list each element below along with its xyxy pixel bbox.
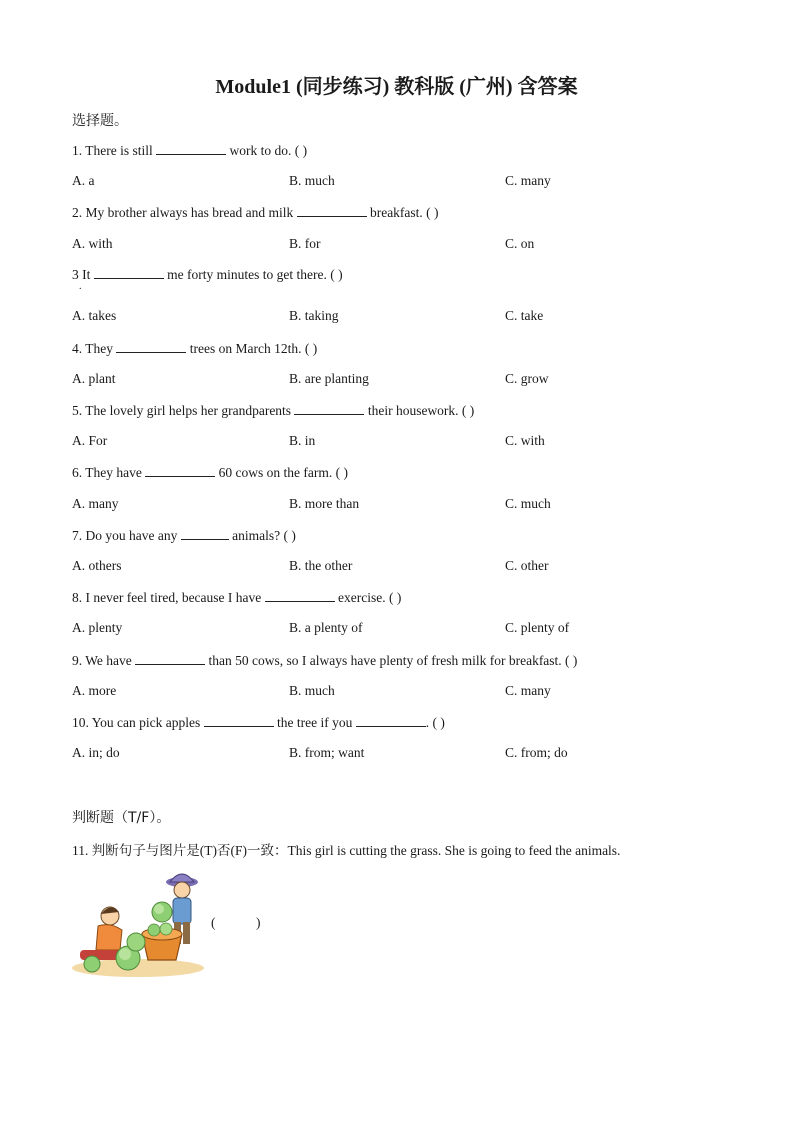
question-7: 7. Do you have any animals? ( )	[72, 528, 296, 543]
option-b: B. much	[289, 683, 335, 698]
option-c: C. with	[505, 433, 545, 448]
option-c: C. on	[505, 236, 535, 251]
option-a: A. more	[72, 683, 117, 698]
question-1: 1. There is still work to do. ( )	[72, 143, 308, 158]
option-c: C. other	[505, 558, 549, 573]
answer-blank[interactable]	[116, 340, 186, 353]
answer-blank[interactable]	[297, 204, 367, 217]
answer-blank[interactable]	[265, 589, 335, 602]
option-b: B. a plenty of	[289, 620, 363, 635]
answer-blank[interactable]	[204, 714, 274, 727]
option-b: B. more than	[289, 496, 360, 511]
option-a: A. in; do	[72, 745, 120, 760]
question-10: 10. You can pick apples the tree if you . ( )	[72, 715, 445, 730]
option-a: A. For	[72, 433, 108, 448]
question-5: 5. The lovely girl helps her grandparents their housework. ( )	[72, 403, 475, 418]
answer-blank[interactable]	[135, 652, 205, 665]
option-a: A. with	[72, 236, 113, 251]
option-c: C. many	[505, 683, 551, 698]
option-b: B. from; want	[289, 745, 365, 760]
answer-blank[interactable]	[294, 402, 364, 415]
question-11: 11. 判断句子与图片是(T)否(F)一致：This girl is cutting the grass. She is going to feed the animals.	[72, 843, 621, 858]
answer-parentheses[interactable]: ( )	[211, 915, 261, 930]
question-6: 6. They have 60 cows on the farm. ( )	[72, 465, 348, 480]
option-c: C. plenty of	[505, 620, 570, 635]
answer-blank[interactable]	[156, 142, 226, 155]
farm-harvest-illustration	[70, 868, 205, 978]
question-4: 4. They trees on March 12th. ( )	[72, 341, 318, 356]
option-a: A. plenty	[72, 620, 123, 635]
option-a: A. plant	[72, 371, 116, 386]
option-c: C. much	[505, 496, 551, 511]
option-c: C. many	[505, 173, 551, 188]
option-c: C. take	[505, 308, 544, 323]
answer-blank[interactable]	[181, 527, 229, 540]
question-9: 9. We have than 50 cows, so I always have plenty of fresh milk for breakfast. ( )	[72, 653, 578, 668]
option-a: A. takes	[72, 308, 117, 323]
option-a: A. a	[72, 173, 95, 188]
question-8: 8. I never feel tired, because I have exercise. ( )	[72, 590, 402, 605]
option-a: A. many	[72, 496, 119, 511]
option-c: C. grow	[505, 371, 549, 386]
option-b: B. much	[289, 173, 335, 188]
stray-dot: .	[79, 281, 82, 292]
question-2: 2. My brother always has bread and milk breakfast. ( )	[72, 205, 439, 220]
question-3: 3 It me forty minutes to get there. ( )	[72, 267, 343, 282]
option-b: B. are planting	[289, 371, 369, 386]
section-heading-choice: 选择题。	[72, 113, 128, 129]
page-title: Module1 (同步练习) 教科版 (广州) 含答案	[215, 76, 578, 98]
answer-blank[interactable]	[94, 266, 164, 279]
option-c: C. from; do	[505, 745, 568, 760]
option-b: B. the other	[289, 558, 353, 573]
option-b: B. in	[289, 433, 316, 448]
section-heading-true-false: 判断题（T/F）。	[72, 810, 171, 826]
answer-blank[interactable]	[145, 464, 215, 477]
option-b: B. taking	[289, 308, 339, 323]
answer-blank[interactable]	[356, 714, 426, 727]
option-b: B. for	[289, 236, 321, 251]
option-a: A. others	[72, 558, 122, 573]
